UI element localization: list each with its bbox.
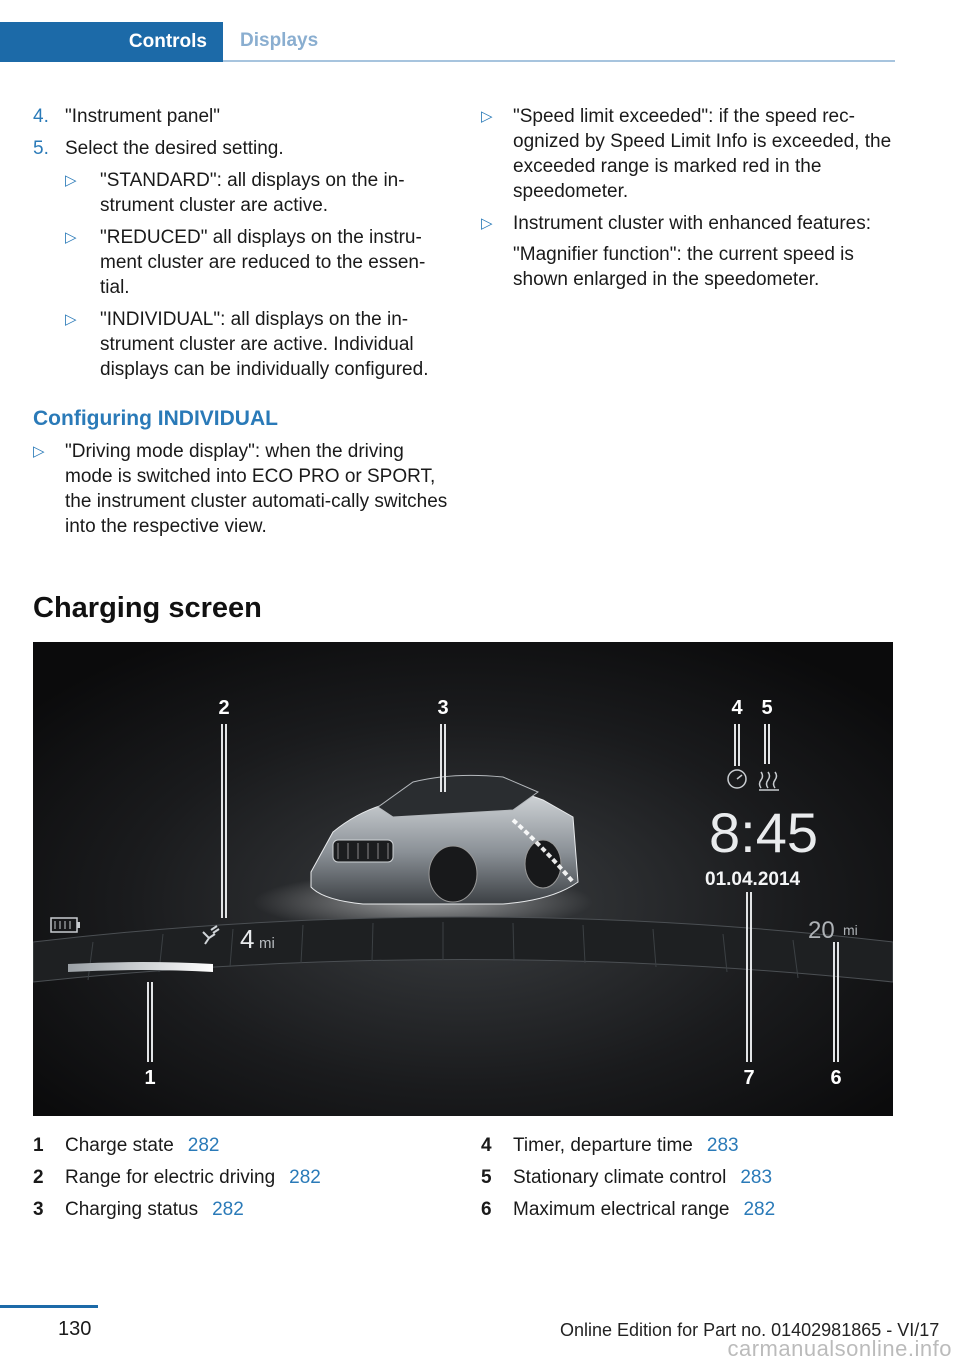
legend-number: 4 [481, 1135, 492, 1156]
bullet-text: "STANDARD": all displays on the in-strument cluster are active. [100, 170, 405, 216]
bullet-speed-limit [481, 104, 896, 204]
legend-page-link[interactable]: 282 [743, 1199, 776, 1220]
section-title: Charging screen [33, 592, 262, 624]
bullet-text: "INDIVIDUAL": all displays on the in-strument cluster are active. Individual displays can be individually configured. [100, 309, 429, 380]
bullet-text: "Speed limit exceeded": if the speed rec-ognized by Speed Limit Info is exceeded, the exceeded range is marked red in the speedometer. [513, 106, 892, 202]
bullet-triangle-icon: ▷ [65, 172, 77, 189]
legend-number: 3 [33, 1199, 44, 1220]
legend-item [33, 1130, 453, 1162]
legend-number: 1 [33, 1135, 44, 1156]
bullet-triangle-icon: ▷ [65, 311, 77, 328]
bullet-text: "REDUCED" all displays on the instru-ment cluster are reduced to the essen-tial. [100, 227, 426, 298]
tab-controls[interactable]: Controls [0, 22, 223, 62]
step-text: Select the desired setting. [65, 138, 284, 159]
bullet-reduced [33, 225, 448, 300]
watermark: carmanualsonline.info [727, 1336, 952, 1361]
legend-item [33, 1162, 453, 1194]
legend-page-link[interactable]: 283 [740, 1167, 773, 1188]
callout-4: 4 [731, 697, 743, 719]
legend-number: 6 [481, 1199, 492, 1220]
callout-7: 7 [743, 1067, 755, 1089]
callout-6: 6 [830, 1067, 842, 1089]
right-column [481, 104, 896, 299]
bullet-individual [33, 307, 448, 382]
bullet-triangle-icon: ▷ [65, 229, 77, 246]
charging-screen-figure [33, 642, 893, 1116]
legend-item [481, 1162, 901, 1194]
legend-right [481, 1130, 901, 1226]
legend-text: Charging status [65, 1199, 199, 1220]
magnifier-text [481, 242, 896, 292]
legend-text: Maximum electrical range [513, 1199, 730, 1220]
page-number-rule [0, 1305, 98, 1308]
max-range-unit: mi [843, 922, 858, 938]
bullet-driving-mode [33, 439, 448, 539]
legend-number: 5 [481, 1167, 492, 1188]
legend-page-link[interactable]: 282 [212, 1199, 244, 1220]
subheading-configuring-individual: Configuring INDIVIDUAL [33, 407, 278, 430]
legend-text: Stationary climate control [513, 1167, 727, 1188]
tab-displays[interactable]: Displays [223, 22, 895, 62]
legend-page-link[interactable]: 282 [289, 1167, 321, 1188]
legend-page-link[interactable]: 283 [706, 1135, 739, 1156]
bullet-enhanced-features [481, 211, 896, 236]
legend-text: Charge state [65, 1135, 174, 1156]
callout-5: 5 [761, 697, 773, 719]
step-5 [33, 136, 448, 161]
callout-2: 2 [218, 697, 230, 719]
callout-1: 1 [144, 1067, 156, 1089]
step-4 [33, 104, 448, 129]
range-value: 4 [240, 924, 255, 954]
legend-text: Timer, departure time [513, 1135, 693, 1156]
charging-screen-illustration [33, 642, 893, 1116]
sub-text: "Magnifier function": the current speed is shown enlarged in the speedometer. [513, 244, 854, 290]
bullet-triangle-icon: ▷ [481, 108, 493, 125]
legend-item [481, 1130, 901, 1162]
bullet-text: "Driving mode display": when the driving mode is switched into ECO PRO or SPORT, the instrument cluster automati-cally switches into the respective view. [65, 441, 448, 537]
bullet-triangle-icon: ▷ [481, 215, 493, 232]
bullet-text: Instrument cluster with enhanced features: [513, 213, 872, 234]
footer-edition: Online Edition for Part no. 01402981865 - VI/17 [560, 1320, 940, 1340]
legend-left [33, 1130, 453, 1226]
step-number: 4. [33, 106, 49, 127]
date-display: 01.04.2014 [705, 869, 801, 890]
step-text: "Instrument panel" [65, 106, 221, 127]
page-number: 130 [58, 1318, 92, 1340]
legend-page-link[interactable]: 282 [187, 1135, 220, 1156]
legend-text: Range for electric driving [65, 1167, 276, 1188]
callout-3: 3 [437, 697, 449, 719]
time-display: 8:45 [709, 801, 818, 864]
section-tabs [0, 22, 895, 62]
bullet-standard [33, 168, 448, 218]
max-range-value: 20 [808, 917, 835, 944]
left-column [33, 104, 448, 546]
legend-item [33, 1194, 453, 1226]
legend-number: 2 [33, 1167, 44, 1188]
bullet-triangle-icon: ▷ [33, 443, 45, 460]
range-unit: mi [259, 935, 275, 952]
step-number: 5. [33, 138, 49, 159]
legend-item [481, 1194, 901, 1226]
